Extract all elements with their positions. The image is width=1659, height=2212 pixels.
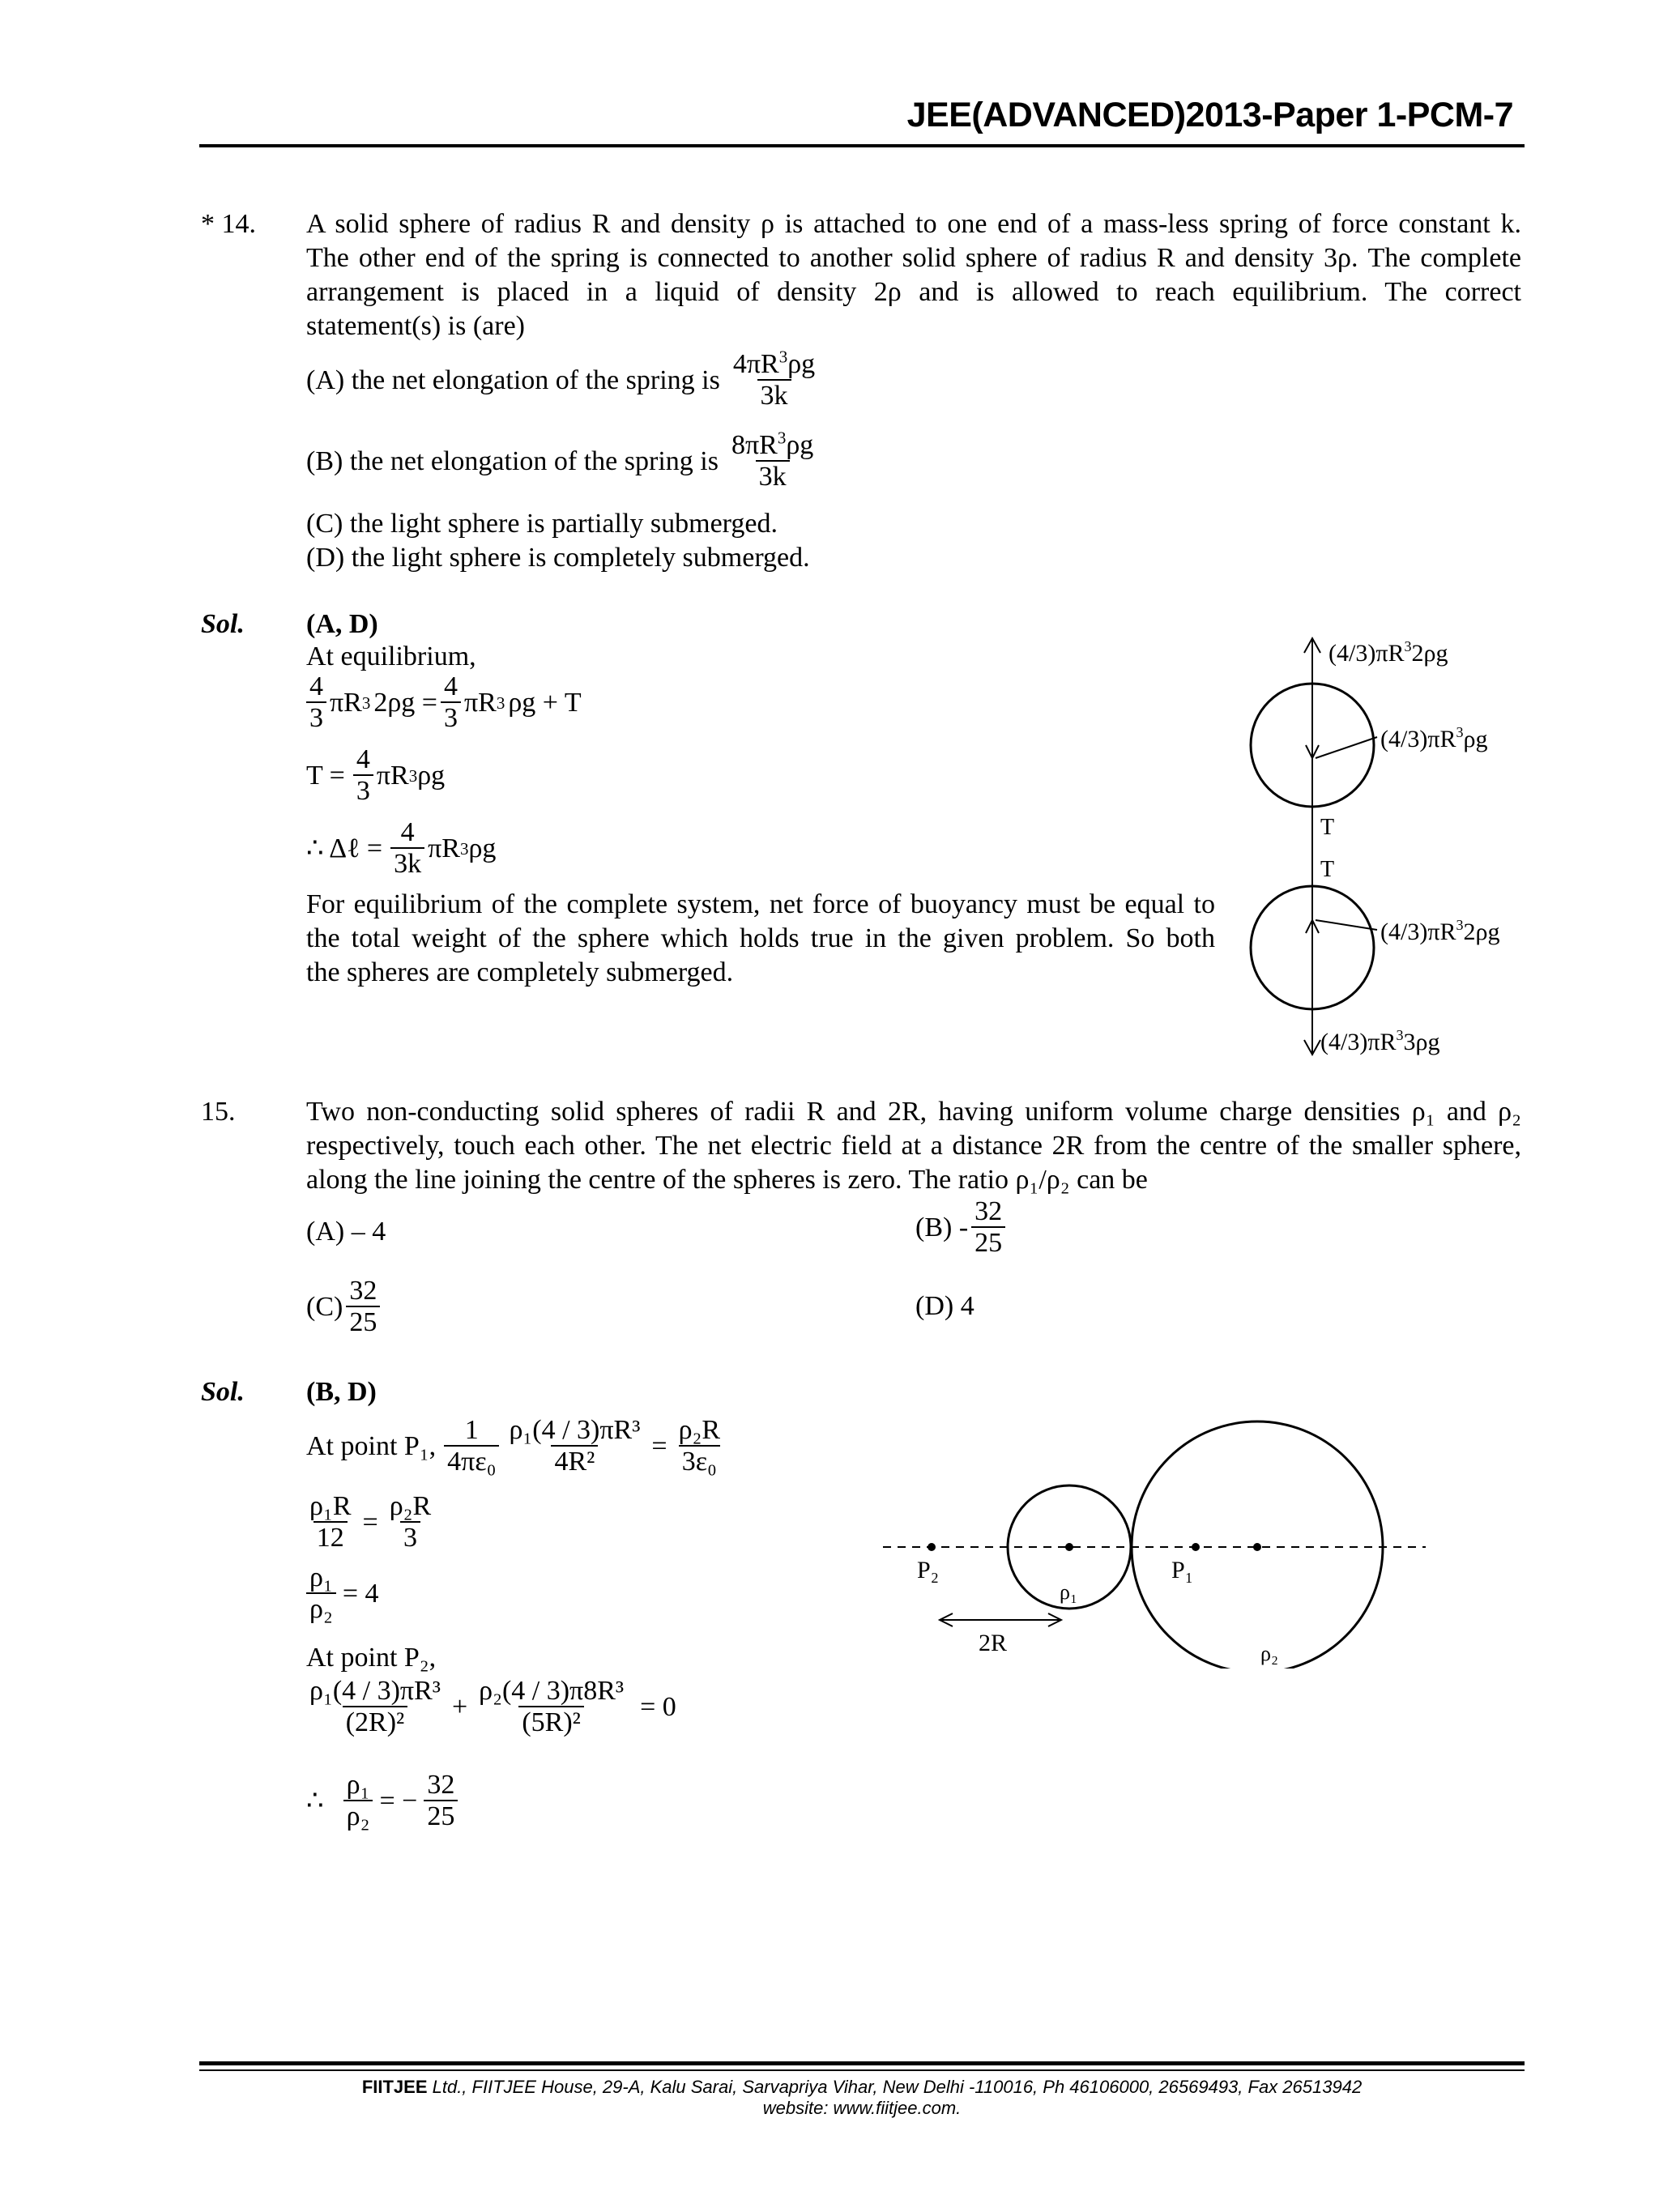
question-15-stem-line-1: Two non-conducting solid spheres of radii R and 2R, having uniform volume charge densities ρ₁ and ρ₂ <box>306 1097 1521 1127</box>
eq2-term: πR <box>376 761 409 791</box>
option-c-15-numerator: 32 <box>349 1276 377 1306</box>
line1-fraction-1 <box>444 1416 499 1477</box>
eq3-fraction-numerator: 4 <box>400 817 415 847</box>
upper-weight-pointer <box>1316 737 1377 758</box>
eq2-tail: ρg <box>417 761 446 791</box>
line5-fraction-numerator: 32 <box>427 1770 455 1800</box>
solution-15-line-5 <box>306 1771 461 1832</box>
line2-fraction-1-denominator: 12 <box>313 1521 348 1554</box>
point-p2-dot <box>928 1543 936 1551</box>
question-14-stem-line-2: The other end of the spring is connected to another solid sphere of radius R and density 3ρ. The complete <box>306 243 1521 273</box>
solution-14-equation-1: $\frac{4}{3}$ πR 3 2ρg = $\frac{4}{3}$ πR 3 ρg + T <box>306 672 582 734</box>
line1-fraction-3-numerator: ρ₂R <box>678 1415 721 1445</box>
option-b-15-denominator: 25 <box>971 1226 1005 1259</box>
option-c-prefix: (C) <box>306 1292 343 1322</box>
line2-fraction-2 <box>386 1492 435 1554</box>
line5-equals: = − <box>379 1786 418 1816</box>
footer-rule-thin <box>199 2069 1525 2071</box>
line4-fraction-2 <box>476 1677 627 1738</box>
eq1-term-a: πR <box>330 688 362 718</box>
option-b-denominator: 3k <box>756 460 790 492</box>
line5-numerator: ρ₁ <box>346 1770 370 1800</box>
eq3-term: πR <box>428 833 460 863</box>
line5-denominator: ρ₂ <box>343 1800 373 1832</box>
option-b-numerator: 8πR <box>731 430 778 460</box>
large-centre-dot <box>1253 1543 1261 1551</box>
footer-address-line: Ltd., FIITJEE House, 29-A, Kalu Sarai, Sarvapriya Vihar, New Delhi -110016, Ph 46106000, 26569493, Fax 26513942 <box>427 2077 1363 2097</box>
eq2-fraction <box>353 745 373 807</box>
option-b-prefix: (B) - <box>915 1213 969 1242</box>
option-a-numerator: 4πR <box>732 349 779 379</box>
eq3-fraction-denominator: 3k <box>390 847 424 880</box>
label-2r: 2R <box>979 1630 1008 1656</box>
line2-equals: = <box>362 1507 378 1537</box>
point-p1-dot <box>1192 1543 1200 1551</box>
option-a-exponent: 3 <box>778 347 788 367</box>
eq1-term-d: ρg + T <box>508 688 582 718</box>
eq1-term-c: πR <box>464 688 497 718</box>
eq2-fraction-numerator: 4 <box>356 744 370 774</box>
line1-fraction-2-numerator: ρ₁(4 / 3)πR³ <box>509 1415 641 1445</box>
line1-equals: = <box>651 1431 667 1461</box>
footer-address <box>199 2077 1525 2119</box>
page-header-title: JEE(ADVANCED)2013-Paper 1-PCM-7 <box>906 96 1513 134</box>
line2-fraction-2-denominator: 3 <box>400 1521 420 1554</box>
footer-website: website: www.fiitjee.com. <box>762 2098 962 2118</box>
solution-15-answer: (B, D) <box>306 1377 377 1407</box>
line4-fraction-1 <box>306 1677 444 1738</box>
line3-rest: = 4 <box>342 1579 379 1609</box>
eq2-fraction-denominator: 3 <box>353 774 373 807</box>
question-14-option-b <box>306 428 820 492</box>
question-14-stem-line-1: A solid sphere of radius R and density ρ is attached to one end of a mass-less spring of force constant k. <box>306 209 1521 239</box>
eq1-term-b: 2ρg = <box>373 688 437 718</box>
solution-14-paragraph-line-2: the total weight of the sphere which holds true in the given problem. So both <box>306 923 1215 953</box>
question-15-stem-line-2: respectively, touch each other. The net electric field at a distance 2R from the centre of the smaller sphere, <box>306 1131 1521 1161</box>
line1-fraction-1-denominator: 4πε₀ <box>444 1445 499 1477</box>
solution-14-answer: (A, D) <box>306 609 378 639</box>
eq3-fraction <box>390 818 424 880</box>
label-upper-weight: $(4/3)\pi R^3\rho g$ <box>1380 724 1488 752</box>
question-15-option-a: (A) – 4 <box>306 1217 386 1247</box>
question-15-option-b <box>915 1197 1009 1259</box>
label-lower-buoyancy: $(4/3)\pi R^32\rho g$ <box>1380 917 1500 945</box>
small-centre-dot <box>1065 1543 1073 1551</box>
header-rule <box>199 144 1525 147</box>
question-15-option-d: (D) 4 <box>915 1291 975 1321</box>
question-14-option-c: (C) the light sphere is partially submerged. <box>306 509 778 539</box>
line2-fraction-2-numerator: ρ₂R <box>389 1491 432 1521</box>
option-b-fraction <box>728 428 817 492</box>
solution-14-paragraph-line-1: For equilibrium of the complete system, net force of buoyancy must be equal to <box>306 889 1215 919</box>
solution-14-equation-3: ∴ Δℓ = $\frac{4}{3k}$ πR 3 ρg <box>306 817 497 879</box>
question-14-stem-line-3: arrangement is placed in a liquid of density 2ρ and is allowed to reach equilibrium. The correct <box>306 277 1521 307</box>
option-b-exponent: 3 <box>777 428 787 448</box>
question-14-number: * 14. <box>201 209 256 239</box>
option-a-fraction <box>730 347 818 411</box>
eq3-tail: ρg <box>468 833 497 863</box>
label-top-force: $(4/3)\pi R^32\rho g$ <box>1328 638 1448 667</box>
eq1-fraction-2-denominator: 3 <box>441 701 461 734</box>
label-tension-lower: T <box>1320 857 1335 882</box>
line3-denominator: ρ₂ <box>306 1592 336 1625</box>
line4-fraction-2-numerator: ρ₂(4 / 3)π8R³ <box>479 1676 625 1706</box>
option-b-numerator-tail: ρg <box>786 430 814 460</box>
solution-15-line-1 <box>306 1416 727 1477</box>
line5-ratio <box>343 1771 373 1832</box>
figure-spheres-spring <box>1215 624 1555 1061</box>
line4-plus: + <box>451 1692 468 1722</box>
question-15-stem-line-3: along the line joining the centre of the spheres is zero. The ratio ρ₁/ρ₂ can be <box>306 1165 1148 1195</box>
label-rho1: ρ₁ <box>1060 1580 1078 1604</box>
question-14-stem-line-4: statement(s) is (are) <box>306 311 525 341</box>
label-tension-upper: T <box>1320 815 1335 840</box>
option-a-denominator: 3k <box>757 379 791 411</box>
solution-14-at-equilibrium: At equilibrium, <box>306 641 476 671</box>
solution-15-line-3 <box>306 1563 379 1625</box>
line2-fraction-1-numerator: ρ₁R <box>309 1491 352 1521</box>
footer-rule-thick <box>199 2061 1525 2065</box>
question-15-option-c <box>306 1276 383 1338</box>
eq1-fraction-2-numerator: 4 <box>444 671 458 701</box>
line1-fraction-1-numerator: 1 <box>464 1415 479 1445</box>
figure-charged-spheres <box>875 1393 1434 1669</box>
option-a-numerator-tail: ρg <box>787 349 816 379</box>
line4-fraction-2-denominator: (5R)² <box>518 1706 584 1738</box>
at-point-p1: At point P₁, <box>306 1431 437 1461</box>
line5-fraction <box>424 1771 458 1832</box>
line1-fraction-3-denominator: 3ε₀ <box>679 1445 720 1477</box>
solution-15-line-2 <box>306 1492 437 1554</box>
question-14-option-a <box>306 347 821 411</box>
solution-14-equation-2: T = $\frac{4}{3}$ πR 3 ρg <box>306 744 446 806</box>
option-b-fraction-15 <box>971 1197 1005 1259</box>
eq1-fraction-1-denominator: 3 <box>306 701 326 734</box>
solution-15-at-point-p2: At point P₂, <box>306 1643 437 1673</box>
line4-fraction-1-denominator: (2R)² <box>343 1706 408 1738</box>
label-p2: P₂ <box>917 1557 940 1583</box>
eq1-fraction-1-numerator: 4 <box>309 671 323 701</box>
question-15-number: 15. <box>201 1097 236 1127</box>
line4-rest: = 0 <box>640 1692 676 1722</box>
label-rho2: ρ₂ <box>1260 1642 1279 1665</box>
solution-15-label: Sol. <box>201 1377 245 1407</box>
line1-fraction-3 <box>676 1416 724 1477</box>
eq1-fraction-2 <box>441 672 461 734</box>
line3-numerator: ρ₁ <box>309 1562 333 1592</box>
label-lower-weight: $(4/3)\pi R^33\rho g$ <box>1320 1027 1440 1055</box>
option-a-text: (A) the net elongation of the spring is <box>306 365 720 395</box>
label-p1: P₁ <box>1171 1557 1194 1583</box>
solution-15-line-4 <box>306 1677 676 1738</box>
option-c-15-denominator: 25 <box>346 1306 380 1338</box>
line5-therefore: ∴ <box>306 1786 324 1816</box>
option-b-15-numerator: 32 <box>975 1196 1003 1226</box>
option-c-fraction-15 <box>346 1276 380 1338</box>
option-b-text: (B) the net elongation of the spring is <box>306 446 719 476</box>
solution-14-paragraph-line-3: the spheres are completely submerged. <box>306 957 734 987</box>
line3-fraction <box>306 1563 336 1625</box>
line4-fraction-1-numerator: ρ₁(4 / 3)πR³ <box>309 1676 441 1706</box>
footer-brand: FIITJEE <box>361 2077 428 2097</box>
question-14-option-d: (D) the light sphere is completely submerged. <box>306 543 810 573</box>
eq3-lhs: ∴ Δℓ = <box>306 833 383 863</box>
solution-14-label: Sol. <box>201 609 245 639</box>
line5-fraction-denominator: 25 <box>424 1800 458 1832</box>
eq2-lhs: T = <box>306 761 345 791</box>
eq1-fraction-1 <box>306 672 326 734</box>
line1-fraction-2 <box>505 1416 643 1477</box>
line1-fraction-2-denominator: 4R² <box>551 1445 598 1477</box>
line2-fraction-1 <box>306 1492 355 1554</box>
